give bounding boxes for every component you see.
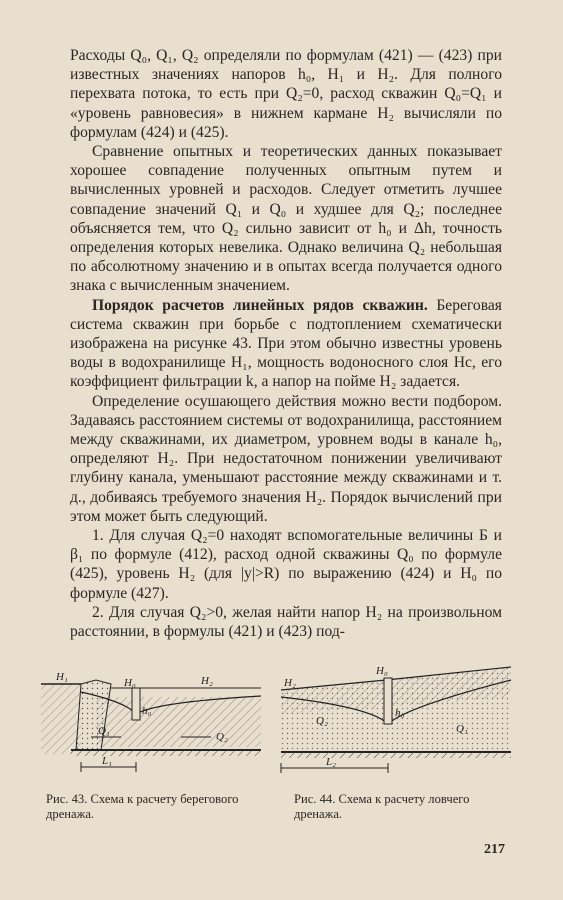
figure-44-caption: Рис. 44. Схема к расчету ловчего дренажа. xyxy=(294,792,470,821)
label-l2: L₂ xyxy=(326,756,336,768)
label-h2: H₂ xyxy=(284,677,296,689)
figure-43 xyxy=(36,652,266,777)
intercepting-well xyxy=(384,678,392,724)
drainage-well xyxy=(132,688,140,720)
label-h1: H₁ xyxy=(56,671,68,683)
page-number: 217 xyxy=(484,842,505,857)
paragraph-5-text: 1. Для случая Q₂=0 находят вспомогательные величины Б и β₁ по формуле (412), расход одной скважины Q₀ по формуле (425), уровень H₂ (для |y|>R) по выражению (424) и H₀ по формуле (427). xyxy=(70,527,502,602)
paragraph-3 xyxy=(70,296,502,392)
label-h0-small: h₀ xyxy=(395,707,405,719)
label-l1: L₁ xyxy=(102,755,112,767)
reservoir-water xyxy=(41,684,81,754)
body-text xyxy=(70,46,502,641)
figures-row xyxy=(36,652,526,827)
base-hatching xyxy=(281,752,511,758)
paragraph-2-text: Сравнение опытных и теоретических данных показывает хорошее совпадение полученных опытным путем и вычисленных уровней и расходов. Следует отметить лучшее совпадение значений Q₁ и Q₀ и худшее для Q₂; последнее объясняется тем, что Q₂ сильно зависит от h₀ и Δh, точность определения которых невелика. Однако величина Q₂ небольшая по абсолютному значению и в опытах всегда получается одного знака с вычисленным значением. xyxy=(70,143,502,295)
paragraph-2 xyxy=(70,142,502,296)
label-h0: H₀ xyxy=(376,665,388,677)
figure-44-diagram xyxy=(276,652,516,777)
paragraph-3-text: Береговая система скважин при борьбе с подтоплением схематически изображена на рисунке 43. При этом обычно известны уровень воды в водохранилище H₁, мощность водоносного слоя Hс, его коэффициент фильтрации k, а напор на пойме H₂ задается. xyxy=(70,296,502,391)
figure-43-diagram xyxy=(36,652,266,777)
paragraph-6 xyxy=(70,603,502,641)
paragraph-4-text: Определение осушающего действия можно вести подбором. Задаваясь расстоянием системы от водохранилища, расстоянием между скважинами, их диаметром, уровнем воды в канале h₀, определяют H₂. При недостаточном понижении увеличивают глубину канала, уменьшают расстояние между скважинами и т. д., добиваясь требуемого значения H₂. Порядок вычислений при этом может быть следующий. xyxy=(70,392,502,525)
label-q1: Q₁ xyxy=(456,723,468,735)
paragraph-1-text: Расходы Q₀, Q₁, Q₂ определяли по формулам (421) — (423) при известных значениях напоров h₀, H₁ и H₂. Для полного перехвата потока, то есть при Q₂=0, расход скважин Q₀=Q₁ и «уровень равновесия» в нижнем кармане H₂ вычисляли по формулам (424) и (425). xyxy=(70,47,502,141)
label-h2: H₂ xyxy=(201,675,213,687)
base-hatching xyxy=(71,750,261,756)
label-q1: Q₁ xyxy=(98,725,110,737)
label-h0: H₀ xyxy=(124,677,136,689)
paragraph-5 xyxy=(70,526,502,603)
paragraph-6-text: 2. Для случая Q₂>0, желая найти напор H₂ на произвольном расстоянии, в формулы (421) и (423) под- xyxy=(70,603,502,641)
paragraph-1 xyxy=(70,46,502,142)
paragraph-4 xyxy=(70,392,502,526)
label-h0-small: h₀ xyxy=(142,705,152,717)
run-in-heading: Порядок расчетов линейных рядов скважин. xyxy=(92,296,428,314)
label-q2: Q₂ xyxy=(216,731,228,743)
figure-43-caption: Рис. 43. Схема к расчету берегового дренажа. xyxy=(46,792,239,821)
label-q2: Q₂ xyxy=(316,715,328,727)
figure-44 xyxy=(276,652,516,777)
